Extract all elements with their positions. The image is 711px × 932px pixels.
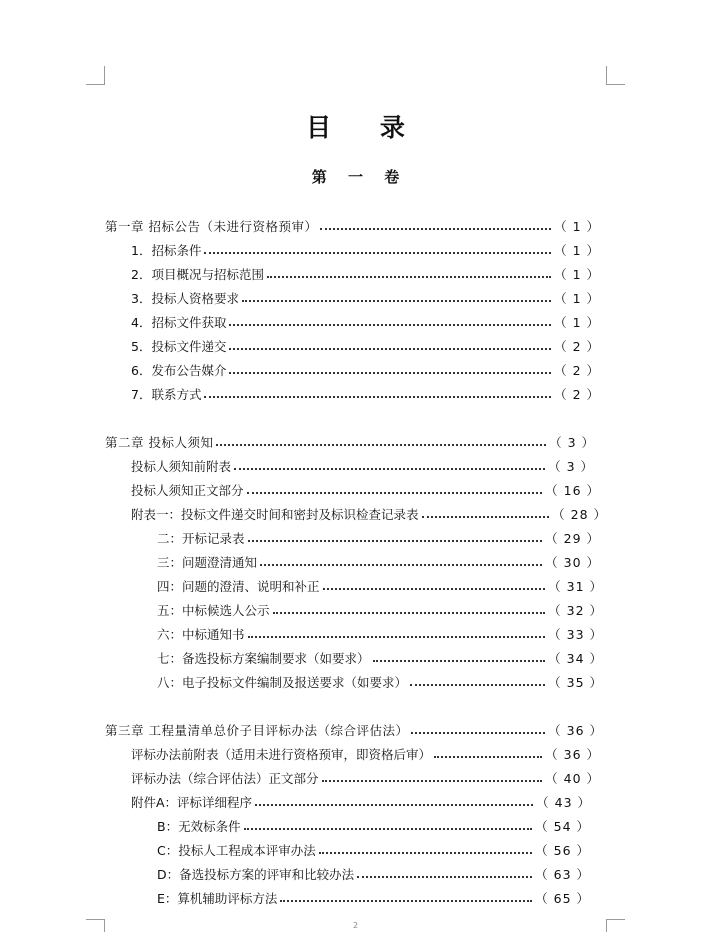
toc-item[interactable]: [131, 792, 591, 812]
toc-item[interactable]: [131, 336, 600, 356]
toc-item[interactable]: [131, 768, 600, 788]
toc-page-ref: （ 28 ）: [552, 507, 607, 522]
toc-entry-label: 第三章 工程量清单总价子目评标办法（综合评估法）: [105, 723, 409, 738]
dot-leader: [320, 227, 551, 230]
toc-entry-label: 评标办法（综合评估法）正文部分: [131, 771, 319, 786]
toc-page-ref: （ 1 ）: [554, 219, 600, 234]
toc-entry-label: 三：问题澄清通知: [157, 555, 258, 570]
toc-entry-label: 八：电子投标文件编制及报送要求（如要求）: [157, 675, 408, 690]
toc-entry-label: 5．投标文件递交: [131, 339, 227, 354]
toc-item[interactable]: [157, 672, 603, 692]
toc-item[interactable]: [131, 504, 607, 524]
toc-entry-label: 五：中标候选人公示: [157, 603, 270, 618]
toc-page-ref: （ 1 ）: [554, 315, 600, 330]
dot-leader: [280, 899, 532, 902]
toc-entry-label: 七：备选投标方案编制要求（如要求）: [157, 651, 370, 666]
toc-page-ref: （ 63 ）: [535, 867, 590, 882]
toc-page-ref: （ 2 ）: [554, 387, 600, 402]
toc-page-ref: （ 43 ）: [536, 795, 591, 810]
toc-entry-label: 6．发布公告媒介: [131, 363, 227, 378]
dot-leader: [229, 323, 551, 326]
toc-page-ref: （ 3 ）: [548, 459, 594, 474]
dot-leader: [248, 539, 543, 542]
toc-item[interactable]: [131, 240, 600, 260]
dot-leader: [434, 755, 542, 758]
toc-page-ref: （ 40 ）: [545, 771, 600, 786]
dot-leader: [204, 251, 551, 254]
toc-chapter-2[interactable]: [105, 432, 595, 452]
dot-leader: [267, 275, 551, 278]
dot-leader: [204, 395, 551, 398]
toc-entry-label: 第二章 投标人须知: [105, 435, 214, 450]
toc-entry-label: C：投标人工程成本评审办法: [157, 843, 316, 858]
toc-page-ref: （ 31 ）: [548, 579, 603, 594]
toc-page-ref: （ 33 ）: [548, 627, 603, 642]
toc-page-ref: （ 65 ）: [535, 891, 590, 906]
dot-leader: [323, 587, 546, 590]
toc-entry-label: 投标人须知正文部分: [131, 483, 244, 498]
toc-entry-label: 六：中标通知书: [157, 627, 245, 642]
toc-item[interactable]: [131, 264, 600, 284]
toc-page-ref: （ 29 ）: [545, 531, 600, 546]
toc-entry-label: 四：问题的澄清、说明和补正: [157, 579, 320, 594]
toc-item[interactable]: [157, 624, 603, 644]
toc-entry-label: 7．联系方式: [131, 387, 202, 402]
toc-page-ref: （ 36 ）: [545, 747, 600, 762]
dot-leader: [373, 659, 546, 662]
toc-entry-label: 投标人须知前附表: [131, 459, 232, 474]
toc-page-ref: （ 1 ）: [554, 267, 600, 282]
toc-item[interactable]: [157, 600, 603, 620]
toc-entry-label: 4．招标文件获取: [131, 315, 227, 330]
toc-item[interactable]: [157, 888, 590, 908]
toc-page-ref: （ 2 ）: [554, 339, 600, 354]
toc-entry-label: 附表一：投标文件递交时间和密封及标识检查记录表: [131, 507, 419, 522]
toc-entry-label: 评标办法前附表（适用未进行资格预审，即资格后审）: [131, 747, 432, 762]
toc-item[interactable]: [157, 648, 603, 668]
volume-heading: 第 一 卷: [311, 168, 408, 186]
dot-leader: [255, 803, 533, 806]
dot-leader: [216, 443, 546, 446]
toc-item[interactable]: [131, 360, 600, 380]
dot-leader: [411, 731, 545, 734]
toc-entry-label: D：备选投标方案的评审和比较办法: [157, 867, 355, 882]
toc-item[interactable]: [157, 864, 590, 884]
footer-page-number: 2: [352, 921, 359, 930]
toc-entry-label: 1．招标条件: [131, 243, 202, 258]
toc-entry-label: 3．投标人资格要求: [131, 291, 239, 306]
toc-page-ref: （ 3 ）: [549, 435, 595, 450]
dot-leader: [247, 491, 543, 494]
toc-item[interactable]: [157, 528, 600, 548]
toc-page-ref: （ 56 ）: [535, 843, 590, 858]
dot-leader: [322, 779, 543, 782]
dot-leader: [242, 299, 551, 302]
toc-page-ref: （ 32 ）: [548, 603, 603, 618]
toc-item[interactable]: [157, 816, 590, 836]
dot-leader: [229, 371, 551, 374]
dot-leader: [260, 563, 542, 566]
toc-item[interactable]: [157, 840, 590, 860]
toc-entry-label: 附件A：评标详细程序: [131, 795, 253, 810]
toc-item[interactable]: [131, 312, 600, 332]
toc-entry-label: 2．项目概况与招标范围: [131, 267, 264, 282]
toc-page-ref: （ 34 ）: [548, 651, 603, 666]
toc-item[interactable]: [131, 480, 600, 500]
toc-item[interactable]: [131, 744, 600, 764]
toc-item[interactable]: [157, 552, 600, 572]
toc-page-ref: （ 36 ）: [548, 723, 603, 738]
dot-leader: [357, 875, 532, 878]
toc-item[interactable]: [157, 576, 603, 596]
dot-leader: [229, 347, 551, 350]
toc-page-ref: （ 30 ）: [545, 555, 600, 570]
dot-leader: [319, 851, 532, 854]
dot-leader: [410, 683, 545, 686]
toc-item[interactable]: [131, 384, 600, 404]
toc-page-ref: （ 1 ）: [554, 291, 600, 306]
dot-leader: [273, 611, 546, 614]
dot-leader: [234, 467, 545, 470]
toc-page-ref: （ 2 ）: [554, 363, 600, 378]
toc-entry-label: 二：开标记录表: [157, 531, 245, 546]
toc-entry-label: B：无效标条件: [157, 819, 241, 834]
toc-chapter-1[interactable]: [105, 216, 600, 236]
toc-entry-label: E：算机辅助评标方法: [157, 891, 278, 906]
toc-item[interactable]: [131, 456, 594, 476]
toc-chapter-3[interactable]: [105, 720, 603, 740]
dot-leader: [422, 515, 550, 518]
page-title: 目 录: [306, 113, 425, 142]
toc-item[interactable]: [131, 288, 600, 308]
dot-leader: [248, 635, 546, 638]
toc-page-ref: （ 35 ）: [548, 675, 603, 690]
dot-leader: [244, 827, 533, 830]
toc-page-ref: （ 54 ）: [535, 819, 590, 834]
toc-page-ref: （ 16 ）: [545, 483, 600, 498]
toc-page-ref: （ 1 ）: [554, 243, 600, 258]
toc-entry-label: 第一章 招标公告（未进行资格预审）: [105, 219, 318, 234]
